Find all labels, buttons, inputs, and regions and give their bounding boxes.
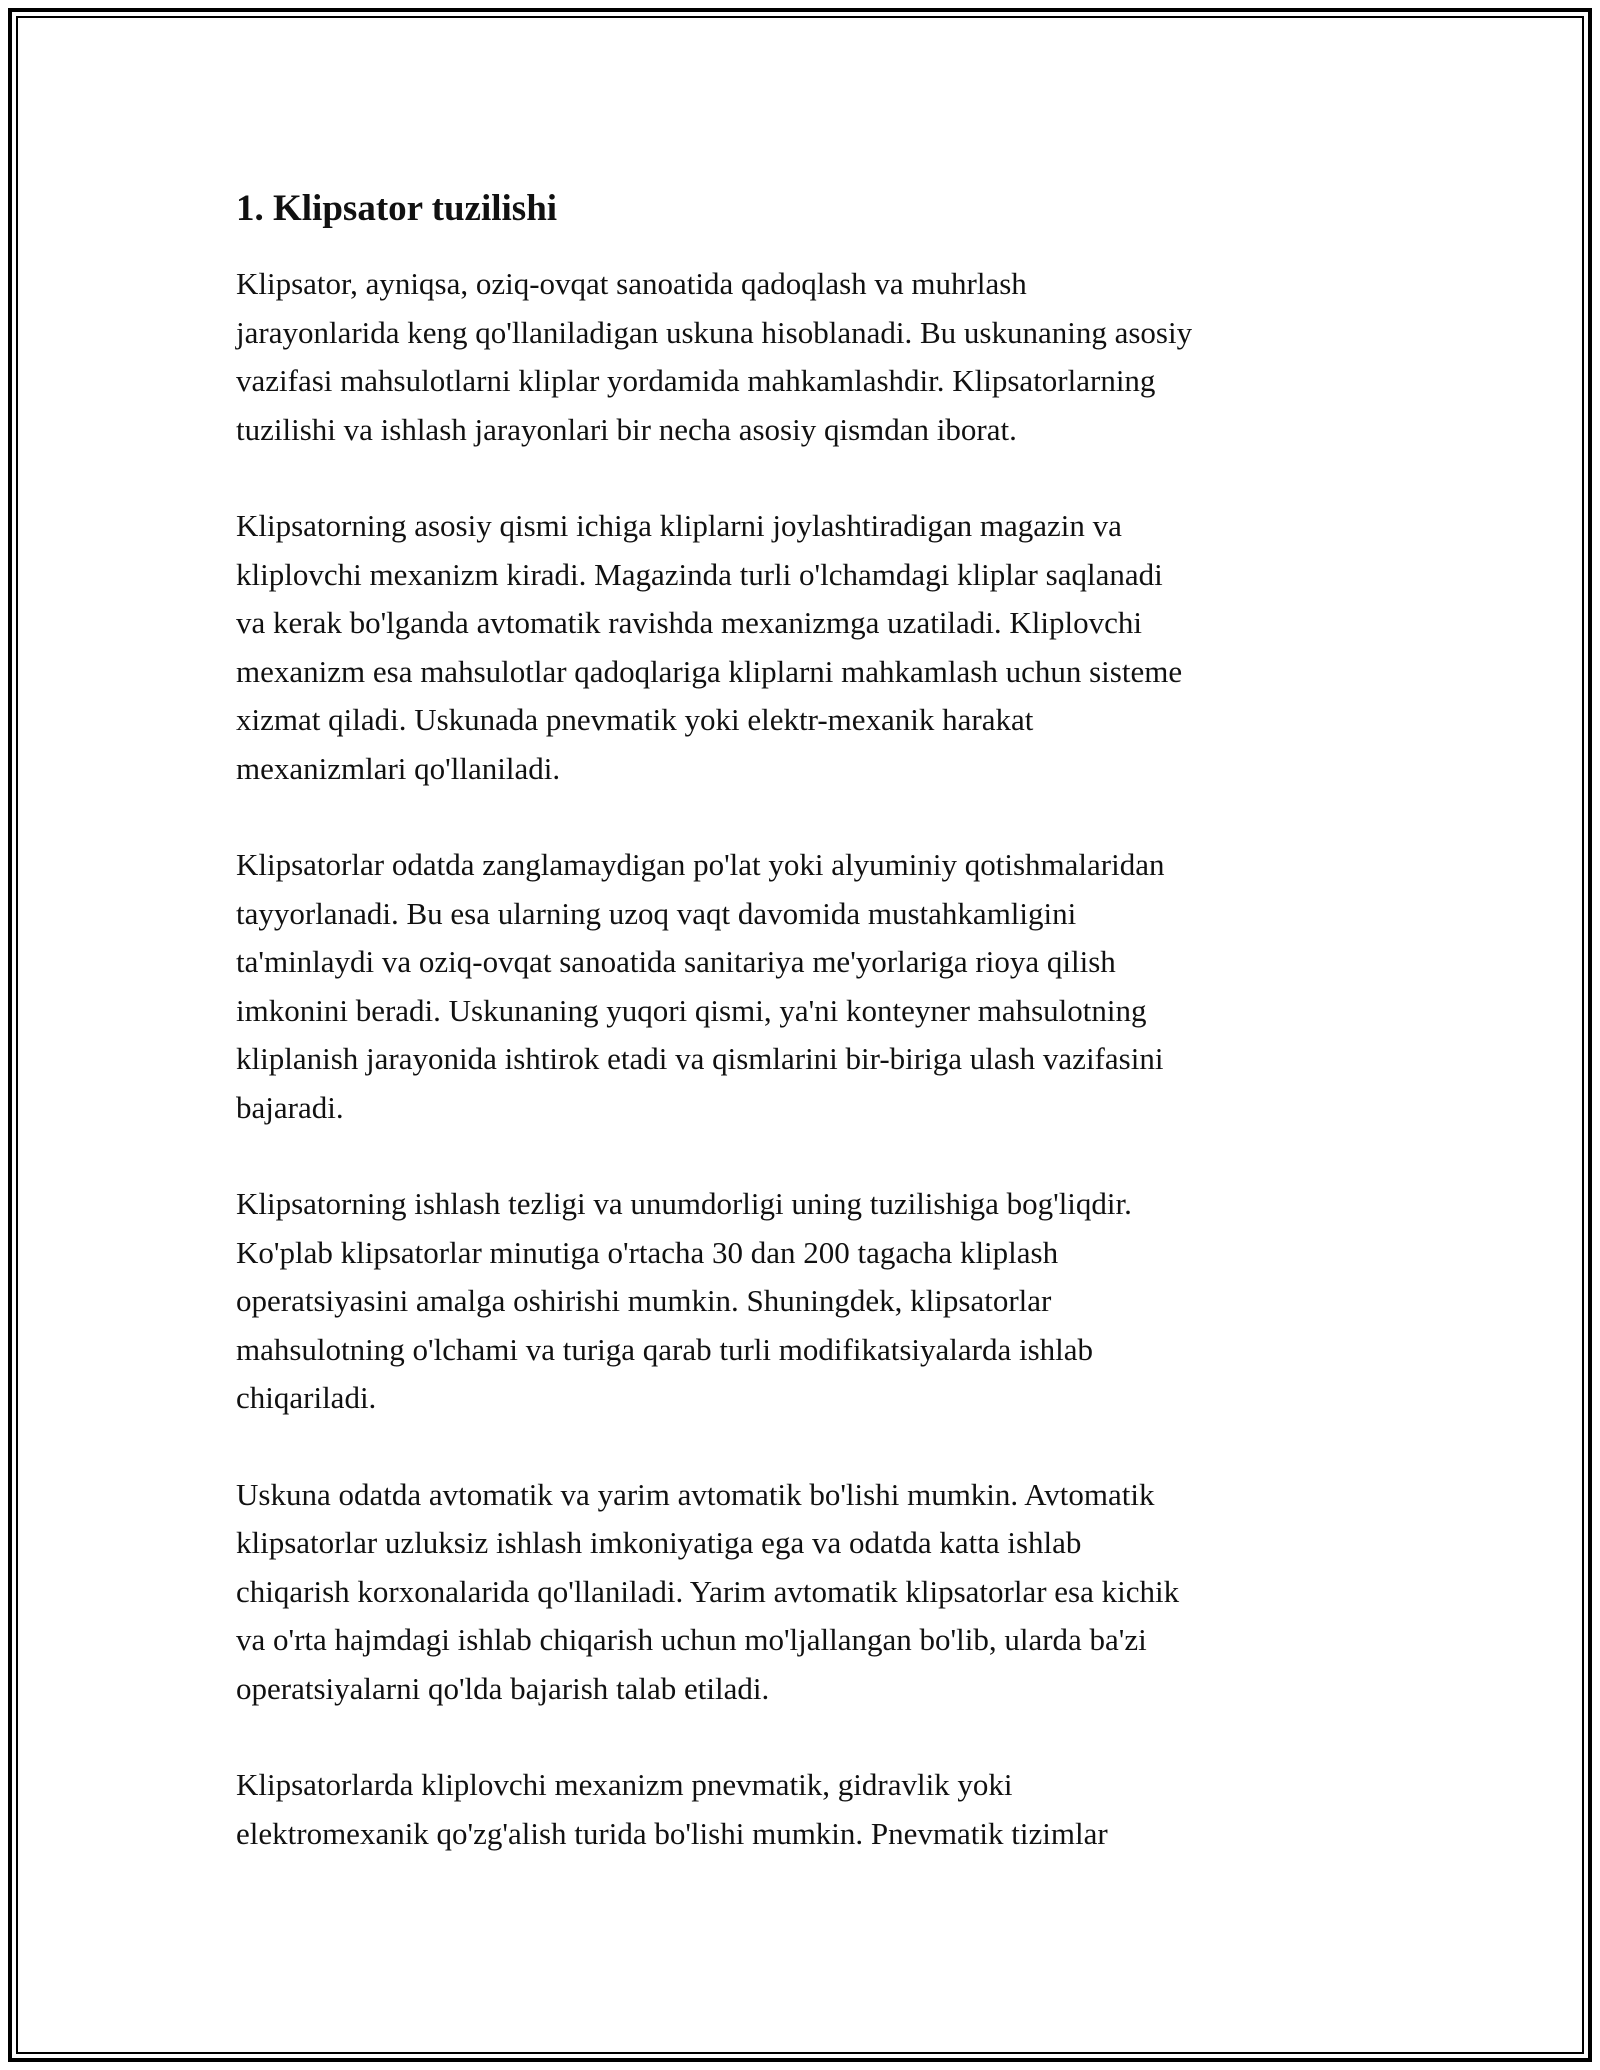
text-line: Uskuna odatda avtomatik va yarim avtomatik bo'lishi mumkin. Avtomatik bbox=[236, 1476, 1155, 1512]
text-line: Ko'plab klipsatorlar minutiga o'rtacha 30 dan 200 tagacha kliplash bbox=[236, 1234, 1059, 1270]
text-line: Klipsator, ayniqsa, oziq-ovqat sanoatida qadoqlash va muhrlash bbox=[236, 266, 1027, 301]
text-line: tayyorlanadi. Bu esa ularning uzoq vaqt davomida mustahkamligini bbox=[236, 895, 1077, 931]
text-line: elektromexanik qo'zg'alish turida bo'lishi mumkin. Pnevmatik tizimlar bbox=[236, 1815, 1108, 1851]
text-line: mexanizmlari qo'llaniladi. bbox=[236, 750, 561, 786]
text-line: mahsulotning o'lchami va turiga qarab turli modifikatsiyalarda ishlab bbox=[236, 1331, 1094, 1367]
text-line: bajaradi. bbox=[236, 1089, 344, 1125]
text-line: Klipsatorning ishlash tezligi va unumdorligi uning tuzilishiga bog'liqdir. bbox=[236, 1186, 1132, 1221]
paragraph-6 bbox=[236, 1761, 1376, 1858]
text-line: chiqariladi. bbox=[236, 1380, 377, 1415]
text-line: tuzilishi va ishlash jarayonlari bir necha asosiy qismdan iborat. bbox=[236, 411, 1017, 447]
text-line: jarayonlarida keng qo'llaniladigan uskuna hisoblanadi. Bu uskunaning asosiy bbox=[236, 314, 1193, 350]
section-heading: 1. Klipsator tuzilishi bbox=[236, 188, 558, 229]
text-line: chiqarish korxonalarida qo'llaniladi. Yarim avtomatik klipsatorlar esa kichik bbox=[236, 1573, 1180, 1609]
paragraph-1 bbox=[236, 260, 1376, 454]
text-line: vazifasi mahsulotlarni kliplar yordamida mahkamlashdir. Klipsatorlarning bbox=[236, 363, 1156, 398]
text-line: imkonini beradi. Uskunaning yuqori qismi, ya'ni konteyner mahsulotning bbox=[236, 992, 1147, 1028]
paragraph-3 bbox=[236, 841, 1376, 1132]
paragraph-5 bbox=[236, 1471, 1376, 1714]
paragraph-4 bbox=[236, 1180, 1376, 1423]
paragraph-2 bbox=[236, 502, 1376, 793]
text-line: ta'minlaydi va oziq-ovqat sanoatida sanitariya me'yorlariga rioya qilish bbox=[236, 944, 1116, 979]
text-line: Klipsatorlar odatda zanglamaydigan po'lat yoki alyuminiy qotishmalaridan bbox=[236, 847, 1165, 882]
document-page bbox=[236, 186, 1376, 1906]
text-line: Klipsatorlarda kliplovchi mexanizm pnevmatik, gidravlik yoki bbox=[236, 1767, 1013, 1802]
text-line: kliplovchi mexanizm kiradi. Magazinda turli o'lchamdagi kliplar saqlanadi bbox=[236, 556, 1163, 592]
text-line: xizmat qiladi. Uskunada pnevmatik yoki elektr-mexanik harakat bbox=[236, 702, 1034, 737]
text-line: operatsiyalarni qo'lda bajarish talab etiladi. bbox=[236, 1670, 770, 1706]
text-line: va kerak bo'lganda avtomatik ravishda mexanizmga uzatiladi. Kliplovchi bbox=[236, 605, 1143, 640]
text-line: kliplanish jarayonida ishtirok etadi va qismlarini bir-biriga ulash vazifasini bbox=[236, 1041, 1164, 1076]
text-line: mexanizm esa mahsulotlar qadoqlariga kliplarni mahkamlash uchun sisteme bbox=[236, 653, 1183, 689]
text-line: klipsatorlar uzluksiz ishlash imkoniyatiga ega va odatda katta ishlab bbox=[236, 1525, 1082, 1560]
text-line: va o'rta hajmdagi ishlab chiqarish uchun mo'ljallangan bo'lib, ularda ba'zi bbox=[236, 1622, 1147, 1657]
text-line: Klipsatorning asosiy qismi ichiga kliplarni joylashtiradigan magazin va bbox=[236, 508, 1122, 543]
text-line: operatsiyasini amalga oshirishi mumkin. Shuningdek, klipsatorlar bbox=[236, 1283, 1052, 1318]
